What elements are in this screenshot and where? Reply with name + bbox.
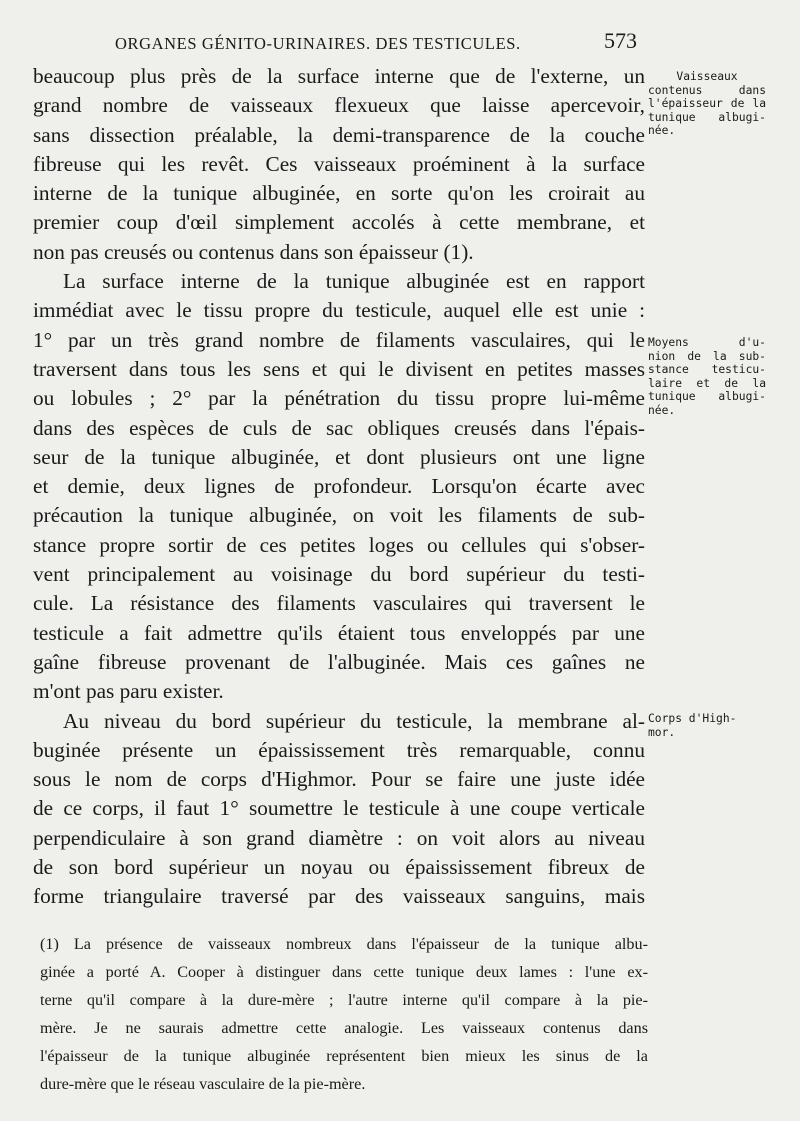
margin-note-line: Vaisseaux <box>676 70 738 83</box>
running-title: ORGANES GÉNITO-URINAIRES. DES TESTICULES. <box>115 34 521 53</box>
body-line: perpendiculaire à son grand diamètre : on voit alors au niveau <box>33 825 645 850</box>
margin-note-line: l'épaisseur de la <box>648 97 766 110</box>
body-line: de son bord supérieur un noyau ou épaississement fibreux de <box>33 855 645 880</box>
margin-note-moyens-union <box>648 336 766 417</box>
body-line: dans des espèces de culs de sac obliques creusés dans l'épais- <box>33 415 645 440</box>
body-line: beaucoup plus près de la surface interne que de l'externe, un <box>33 64 645 88</box>
body-line: sous le nom de corps d'Highmor. Pour se faire une juste idée <box>33 767 645 792</box>
body-line: gaîne fibreuse provenant de l'albuginée. Mais ces gaînes ne <box>33 649 645 674</box>
body-line: sans dissection préalable, la demi-transparence de la couche <box>33 122 645 147</box>
margin-note-line: mor. <box>648 725 676 739</box>
body-line: premier coup d'œil simplement accolés à cette membrane, et <box>33 210 645 235</box>
margin-note-line: nion de la sub- <box>648 349 766 363</box>
body-line: non pas creusés ou contenus dans son épaisseur (1). <box>33 239 474 264</box>
footnote-line: dure-mère que le réseau vasculaire de la pie-mère. <box>40 1075 366 1093</box>
footnote-line: terne qu'il compare à la dure-mère ; l'autre interne qu'il compare à la pie- <box>40 991 648 1009</box>
margin-note-corps-highmor <box>648 712 766 739</box>
footnote-line: ginée a porté A. Cooper à distinguer dans cette tunique deux lames : l'une ex- <box>40 963 648 981</box>
footnotes <box>40 930 648 1098</box>
body-line: immédiat avec le tissu propre du testicule, auquel elle est unie : <box>33 298 645 323</box>
body-line: fibreuse qui les revêt. Ces vaisseaux proéminent à la surface <box>33 151 645 176</box>
body-line: et demie, deux lignes de profondeur. Lorsqu'on écarte avec <box>33 474 645 499</box>
body-line: La surface interne de la tunique albuginée est en rapport <box>63 269 645 294</box>
body-text <box>33 62 645 912</box>
body-line: forme triangulaire traversé par des vaisseaux sanguins, mais <box>33 884 645 909</box>
page-header <box>0 28 800 58</box>
margin-note-line: née. <box>648 124 676 137</box>
body-line: vent principalement au voisinage du bord supérieur du testi- <box>33 562 645 587</box>
footnote-line: l'épaisseur de la tunique albuginée représentent bien mieux les sinus de la <box>40 1047 648 1065</box>
margin-note-line: Moyens d'u- <box>648 336 766 349</box>
body-line: Au niveau du bord supérieur du testicule, la membrane al- <box>63 708 645 733</box>
body-line: précaution la tunique albuginée, on voit les filaments de sub- <box>33 503 645 528</box>
body-line: testicule a fait admettre qu'ils étaient tous enveloppés par une <box>33 620 645 645</box>
body-line: cule. La résistance des filaments vasculaires qui traversent le <box>33 591 645 616</box>
page-number: 573 <box>604 28 637 53</box>
margin-note-line: Corps d'High- <box>648 712 737 725</box>
margin-note-line: tunique albugi- <box>648 110 766 124</box>
margin-note-line: tunique albugi- <box>648 390 766 403</box>
body-line: interne de la tunique albuginée, en sorte qu'on les croirait au <box>33 181 645 206</box>
body-line: de ce corps, il faut 1° soumettre le testicule à une coupe verticale <box>33 796 645 821</box>
body-line: buginée présente un épaississement très remarquable, connu <box>33 737 645 762</box>
body-line: grand nombre de vaisseaux flexueux que laisse apercevoir, <box>33 93 645 118</box>
body-line: seur de la tunique albuginée, et dont plusieurs ont une ligne <box>33 444 645 469</box>
margin-note-vaisseaux <box>648 70 766 138</box>
body-line: 1° par un très grand nombre de filaments vasculaires, qui le <box>33 327 645 352</box>
body-line: stance propre sortir de ces petites loges ou cellules qui s'obser- <box>33 532 645 557</box>
margin-note-line: laire et de la <box>648 376 766 390</box>
margin-note-line: stance testicu- <box>648 363 766 376</box>
footnote-line: mère. Je ne saurais admettre cette analogie. Les vaisseaux contenus dans <box>40 1019 648 1037</box>
body-line: m'ont pas paru exister. <box>33 679 224 704</box>
margin-note-line: née. <box>648 403 676 417</box>
footnote-line: (1) La présence de vaisseaux nombreux dans l'épaisseur de la tunique albu- <box>40 935 648 953</box>
body-line: traversent dans tous les sens et qui le divisent en petites masses <box>33 356 645 381</box>
margin-note-line: contenus dans <box>648 83 766 97</box>
body-line: ou lobules ; 2° par la pénétration du tissu propre lui-même <box>33 386 645 411</box>
